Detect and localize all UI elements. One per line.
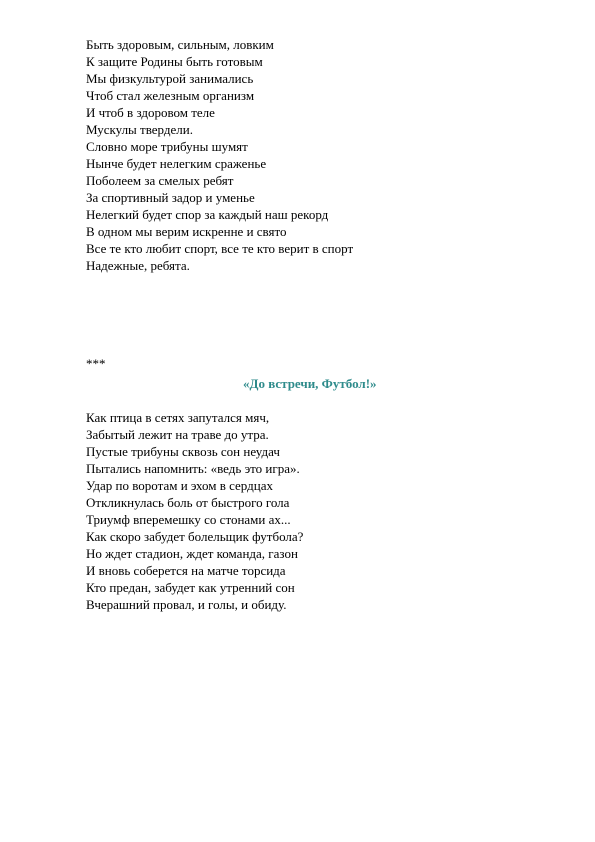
poem-2-line: Пустые трибуны сквозь сон неудач	[86, 444, 280, 459]
poem-1-line: Мускулы твердели.	[86, 122, 193, 137]
poem-2-line: Как птица в сетях запутался мяч,	[86, 410, 270, 425]
poem-2-line: Как скоро забудет болельщик футбола?	[86, 529, 304, 544]
poem-2-line: Триумф вперемешку со стонами ах...	[86, 512, 291, 527]
poem-2-line: Но ждет стадион, ждет команда, газон	[86, 546, 298, 561]
poem-1-line: Быть здоровым, сильным, ловким	[86, 37, 274, 52]
section-separator: ***	[86, 356, 106, 371]
poem-1-line: Нынче будет нелегким сраженье	[86, 156, 267, 171]
poem-1-line: Все те кто любит спорт, все те кто верит в спорт	[86, 241, 354, 256]
poem-2-line: Пытались напомнить: «ведь это игра».	[86, 461, 300, 476]
poem-2-title: «До встречи, Футбол!»	[243, 376, 377, 391]
poem-2-line: И вновь соберется на матче торсида	[86, 563, 286, 578]
poem-1-line: Поболеем за смелых ребят	[86, 173, 234, 188]
poem-1-line: И чтоб в здоровом теле	[86, 105, 215, 120]
poem-2-line: Кто предан, забудет как утренний сон	[86, 580, 295, 595]
poem-1	[86, 36, 353, 274]
poem-2	[86, 409, 303, 613]
poem-1-line: Надежные, ребята.	[86, 258, 190, 273]
poem-2-line: Откликнулась боль от быстрого гола	[86, 495, 290, 510]
poem-1-line: Словно море трибуны шумят	[86, 139, 248, 154]
poem-1-line: В одном мы верим искренне и свято	[86, 224, 287, 239]
poem-2-line: Забытый лежит на траве до утра.	[86, 427, 269, 442]
poem-1-line: Мы физкультурой занимались	[86, 71, 254, 86]
poem-1-line: За спортивный задор и уменье	[86, 190, 255, 205]
poem-1-line: Чтоб стал железным организм	[86, 88, 255, 103]
poem-1-line: Нелегкий будет спор за каждый наш рекорд	[86, 207, 329, 222]
poem-1-line: К защите Родины быть готовым	[86, 54, 263, 69]
poem-2-line: Вчерашний провал, и голы, и обиду.	[86, 597, 287, 612]
poem-2-line: Удар по воротам и эхом в сердцах	[86, 478, 273, 493]
